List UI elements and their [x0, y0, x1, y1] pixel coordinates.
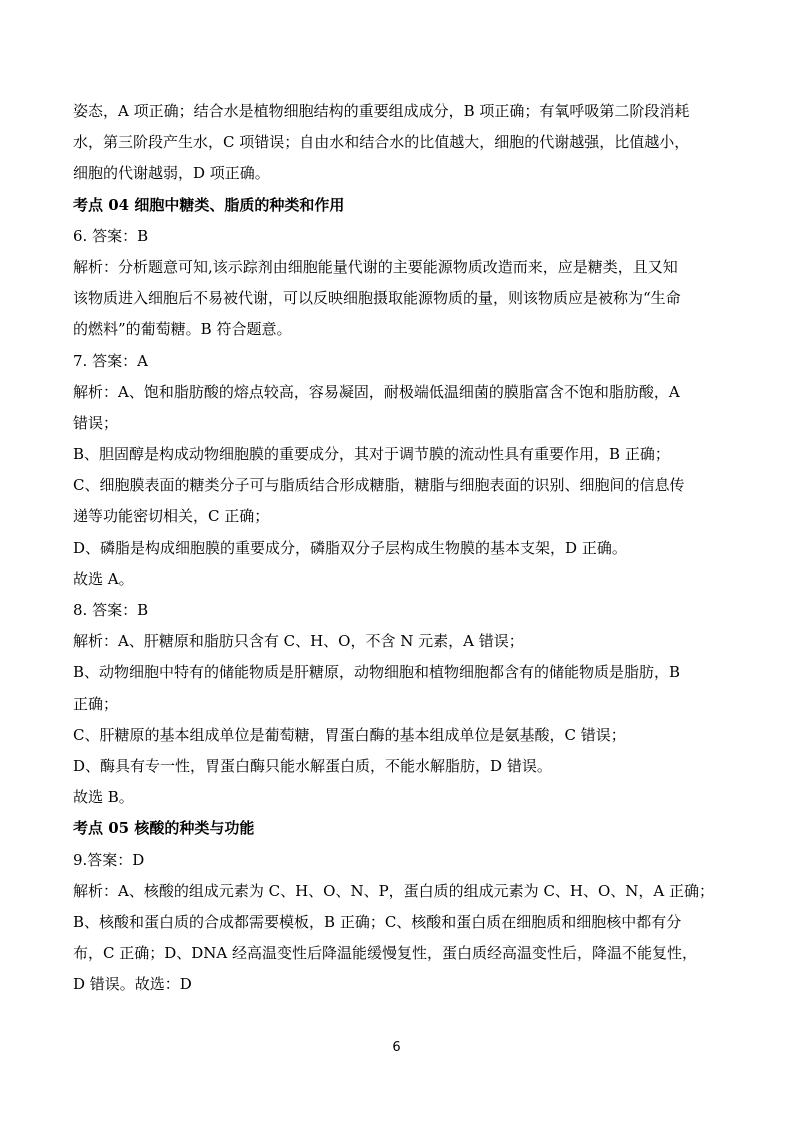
section-heading: 考点 04 细胞中糖类、脂质的种类和作用 — [73, 195, 345, 214]
text-line: 细胞的代谢越弱，D 项正确。 — [73, 164, 270, 183]
text-line: 错误； — [73, 413, 119, 432]
text-line: 的燃料”的葡萄糖。B 符合题意。 — [73, 320, 292, 339]
text-line: 该物质进入细胞后不易被代谢，可以反映细胞摄取能源物质的量，则该物质应是被称为“生命 — [73, 289, 681, 308]
text-line: C、肝糖原的基本组成单位是葡萄糖，胃蛋白酶的基本组成单位是氨基酸，C 错误； — [73, 725, 626, 744]
section-heading: 考点 05 核酸的种类与功能 — [73, 819, 255, 838]
text-line: 姿态，A 项正确；结合水是植物细胞结构的重要组成成分，B 项正确；有氧呼吸第二阶段消耗 — [73, 102, 690, 120]
text-line: D、磷脂是构成细胞膜的重要成分，磷脂双分子层构成生物膜的基本支架，D 正确。 — [73, 538, 627, 557]
text-line: 正确； — [73, 694, 119, 713]
page-number: 6 — [392, 1040, 401, 1055]
text-line: 6. 答案：B — [73, 226, 149, 245]
text-line: 解析：分析题意可知,该示踪剂由细胞能量代谢的主要能源物质改造而来，应是糖类，且又知 — [73, 257, 678, 276]
document-body — [73, 96, 723, 1000]
text-line: 解析：A、核酸的组成元素为 C、H、O、N、P，蛋白质的组成元素为 C、H、O、N，A 正确； — [73, 881, 715, 900]
text-line: 8. 答案：B — [73, 601, 149, 619]
text-line: 解析：A、饱和脂肪酸的熔点较高，容易凝固，耐极端低温细菌的膜脂富含不饱和脂肪酸，A — [73, 382, 680, 401]
text-line: 水，第三阶段产生水，C 项错误；自由水和结合水的比值越大，细胞的代谢越强，比值越小， — [73, 133, 690, 152]
text-line: 递等功能密切相关，C 正确； — [73, 507, 270, 526]
text-line: B、胆固醇是构成动物细胞膜的重要成分，其对于调节膜的流动性具有重要作用，B 正确； — [73, 445, 670, 464]
text-line: 9.答案：D — [73, 850, 145, 869]
text-line: D、酶具有专一性，胃蛋白酶只能水解蛋白质，不能水解脂肪，D 错误。 — [73, 756, 552, 775]
text-line: D 错误。故选：D — [73, 975, 192, 994]
text-line: B、核酸和蛋白质的合成都需要模板，B 正确；C、核酸和蛋白质在细胞质和细胞核中都有分 — [73, 912, 682, 931]
text-line: 7. 答案：A — [73, 351, 148, 370]
text-line: C、细胞膜表面的糖类分子可与脂质结合形成糖脂，糖脂与细胞表面的识别、细胞间的信息传 — [73, 476, 685, 495]
text-line: 故选 B。 — [73, 788, 134, 807]
text-line: 布，C 正确；D、DNA 经高温变性后降温能缓慢复性，蛋白质经高温变性后，降温不能复性， — [73, 944, 698, 963]
text-line: 故选 A。 — [73, 569, 134, 588]
text-line: B、动物细胞中特有的储能物质是肝糖原，动物细胞和植物细胞都含有的储能物质是脂肪，B — [73, 663, 681, 682]
text-line: 解析：A、肝糖原和脂肪只含有 C、H、O，不含 N 元素，A 错误； — [73, 632, 524, 651]
